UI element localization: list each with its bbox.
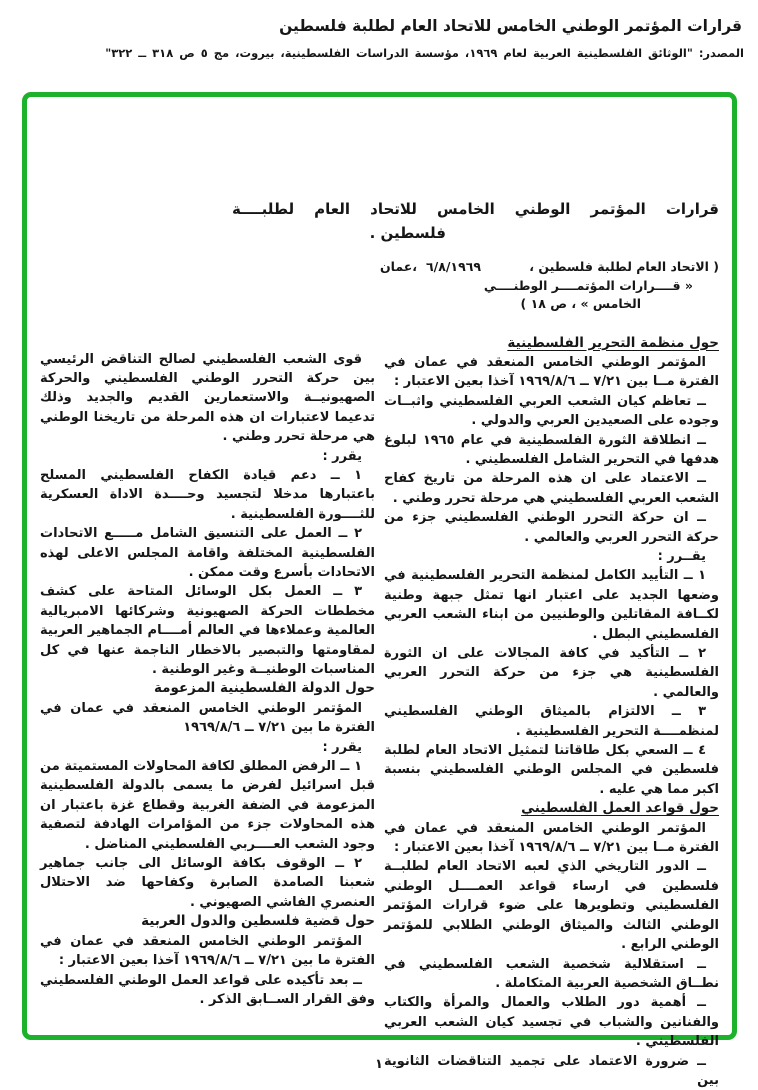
document-header <box>232 197 719 314</box>
page-title: قرارات المؤتمر الوطني الخامس للاتحاد العام لطلبة فلسطين <box>16 15 742 37</box>
document-heading-line2: فلسطين . <box>232 221 719 245</box>
page-number: ١ <box>0 1057 758 1072</box>
paragraph: ٣ ــ العمل بكل الوسائل المتاحة على كشف مخططات الحركة الصهيونية وشركائها الامبريالية العالمية وعملاءها في العالم أمــــام الجماهير العربية لمقاومتها والتبصير بالاخطار الناجمة عنها في كل المناسبات الوطنيــة وغير الوطنية . <box>40 582 375 679</box>
paragraph: المؤتمر الوطني الخامس المنعقد في عمان في الفترة مــا بين ٧/٢١ ــ ١٩٦٩/٨/٦ آخذا بعين الاعتبار : <box>384 819 719 858</box>
paragraph: ــ الاعتماد على ان هذه المرحلة من تاريخ كفاح الشعب العربي الفلسطيني هي مرحلة تحرر وطني . <box>384 469 719 508</box>
column-right <box>384 334 719 1090</box>
document-body <box>27 97 732 1035</box>
section-heading: حول قضية فلسطين والدول العربية <box>40 912 375 931</box>
paragraph: ــ استقلالية شخصية الشعب الفلسطيني في نطــاق الشخصية العربية المتكاملة . <box>384 955 719 994</box>
paragraph: ــ ضرورة الاعتماد على تجميد التناقضات الثانوية بين <box>384 1052 719 1090</box>
section-heading: حول منظمة التحرير الفلسطينية <box>384 334 719 353</box>
citation-line: الخامس » ، ص ١٨ ) <box>232 295 719 314</box>
paragraph: ٣ ــ الالتزام بالميثاق الوطني الفلسطيني لمنظمــــة التحرير الفلسطينية . <box>384 702 719 741</box>
section-heading: حول الدولة الفلسطينية المزعومة <box>40 679 375 698</box>
dateline-place: عمان، <box>380 258 417 277</box>
paragraph: ــ تعاظم كيان الشعب العربي الفلسطيني واثبــات وجوده على الصعيدين العربي والدولي . <box>384 392 719 431</box>
document-heading-line1: قرارات المؤتمر الوطني الخامس للاتحاد العام لطلبــــة <box>232 197 719 221</box>
paragraph: يقرر : <box>40 447 375 466</box>
paragraph: يقــرر : <box>384 547 719 566</box>
citation-block <box>232 258 719 314</box>
citation-line: ( الاتحاد العام لطلبة فلسطين ، <box>232 258 719 277</box>
paragraph: ١ ــ الرفض المطلق لكافة المحاولات المستميتة من قبل اسرائيل لفرض ما يسمى بالدولة الفلسطينية المزعومة في الضفة الغربية وقطاع غزة باعتبار ان هذه المحاولات جزء من المؤامرات الهادفة لتصفية وجود الشعب العــــربي الفلسطيني المناضل . <box>40 757 375 854</box>
paragraph: ٢ ــ الوقوف بكافة الوسائل الى جانب جماهير شعبنا الصامدة الصابرة وكفاحها ضد الاحتلال العنصري الفاشي الصهيوني . <box>40 854 375 912</box>
citation-line: « قــــرارات المؤتمــــر الوطنــــي <box>232 277 719 296</box>
paragraph: ٤ ــ السعي بكل طاقاتنا لتمثيل الاتحاد العام لطلبة فلسطين في المجلس الوطني الفلسطيني بنسبة اكبر مما هي عليه . <box>384 741 719 799</box>
paragraph: ١ ــ دعم قيادة الكفاح الفلسطيني المسلح باعتبارها مدخلا لتجسيد وحــــدة الاداة العسكرية للثــــورة الفلسطينية . <box>40 466 375 524</box>
paragraph: قوى الشعب الفلسطيني لصالح التناقض الرئيسي بين حركة التحرر الوطني الفلسطيني والحركة الصهيونيــة والاستعمارين القديم والجديد وذلك تدعيما لاعتبارات ان هذه المرحلة من تاريخنا الوطني هي مرحلة تحرر وطني . <box>40 350 375 447</box>
dateline <box>380 258 481 277</box>
paragraph: ٢ ــ التأكيد في كافة المجالات على ان الثورة الفلسطينية هي جزء من حركة التحرر العربي والعالمي . <box>384 644 719 702</box>
paragraph: ــ أهمية دور الطلاب والعمال والمرأة والكتاب والفنانين والشباب في تجسيد كيان الشعب العربي الفلسطيني . <box>384 993 719 1051</box>
paragraph: المؤتمر الوطني الخامس المنعقد في عمان في الفترة ما بين ٧/٢١ ــ ١٩٦٩/٨/٦ آخذا بعين الاعتبار : <box>40 932 375 971</box>
two-column-text <box>40 334 719 1090</box>
source-line: المصدر: "الوثائق الفلسطينية العربية لعام ١٩٦٩، مؤسسة الدراسات الفلسطينية، بيروت، مج ٥ ص ٣١٨ ــ ٣٢٢" <box>14 45 744 61</box>
paragraph: ١ ــ التأييد الكامل لمنظمة التحرير الفلسطينية في وضعها الجديد على اعتبار انها تمثل جبهة وطنية لكــافة المقاتلين والوطنيين من ابناء الشعب العربي الفلسطيني البطل . <box>384 566 719 644</box>
paragraph: ــ بعد تأكيده على قواعد العمل الوطني الفلسطيني وفق القرار الســابق الذكر . <box>40 971 375 1010</box>
paragraph: المؤتمر الوطني الخامس المنعقد في عمان في الفترة ما بين ٧/٢١ ــ ١٩٦٩/٨/٦ <box>40 699 375 738</box>
paragraph: ــ انطلاقة الثورة الفلسطينية في عام ١٩٦٥ لبلوغ هدفها في التحرير الشامل الفلسطيني . <box>384 431 719 470</box>
paragraph: المؤتمر الوطني الخامس المنعقد في عمان في الفترة مــا بين ٧/٢١ ــ ١٩٦٩/٨/٦ آخذا بعين الاعتبار : <box>384 353 719 392</box>
dateline-date: ٦/٨/١٩٦٩ <box>426 258 481 277</box>
paragraph: يقرر : <box>40 738 375 757</box>
document-frame <box>22 92 737 1040</box>
paragraph: ــ ان حركة التحرر الوطني الفلسطيني جزء من حركة التحرر العربي والعالمي . <box>384 508 719 547</box>
section-heading: حول قواعد العمل الفلسطيني <box>384 799 719 818</box>
column-left <box>40 334 375 1010</box>
paragraph: ــ الدور التاريخي الذي لعبه الاتحاد العام لطلبــة فلسطين في ارساء قواعد العمــــل الوطني الفلسطيني وتطويرها على ضوء قرارات المؤتمر الوطني الثالث والميثاق الوطني الطلابي للمؤتمر الوطني الرابع . <box>384 857 719 954</box>
paragraph: ٢ ــ العمل على التنسيق الشامل مـــــع الاتحادات الفلسطينية المختلفة واقامة المجلس الاعلى لهذه الاتحادات بأسرع وقت ممكن . <box>40 524 375 582</box>
